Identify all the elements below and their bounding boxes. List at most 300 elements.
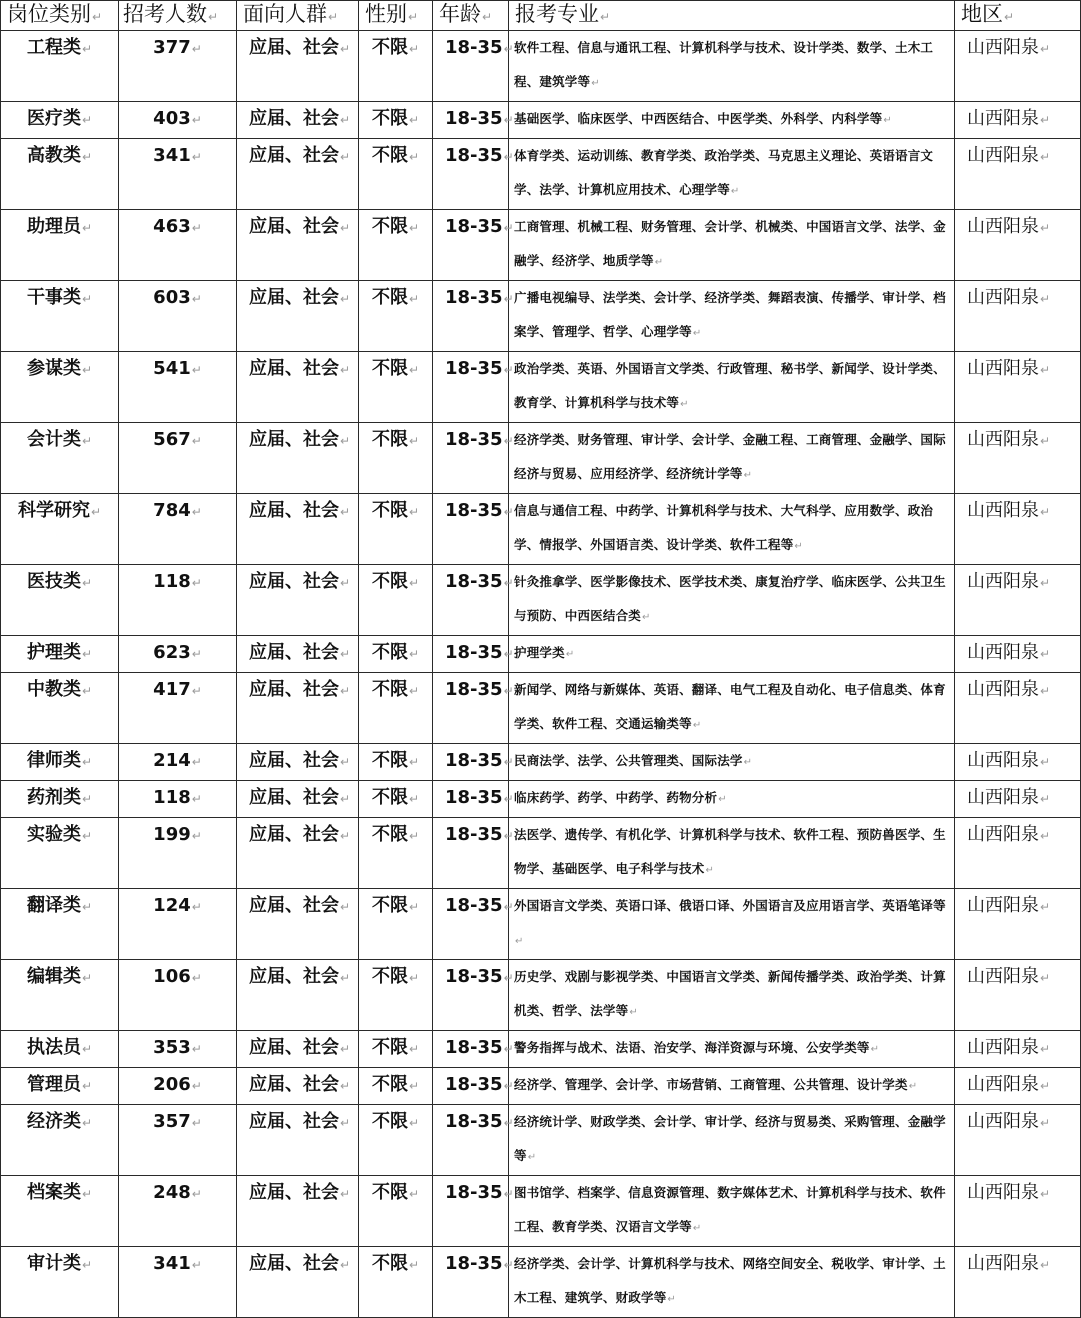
cell-age: [433, 1247, 514, 1318]
cell-audience: [237, 31, 359, 102]
cell-category-text: 高教类: [26, 145, 81, 166]
cell-majors: [509, 210, 955, 281]
cell-region: [955, 744, 1081, 781]
cell-majors-text: 工商管理、机械工程、财务管理、会计学、机械类、中国语言文学、法学、金融学、经济学、地质学等: [514, 219, 946, 268]
table-row: [1, 1031, 1081, 1068]
cell-category: [1, 210, 119, 281]
paragraph-mark: ↵: [503, 971, 514, 985]
cell-age-text: 18-35: [445, 571, 503, 592]
paragraph-mark: ↵: [191, 150, 202, 164]
cell-age: [433, 565, 514, 636]
cell-gender: [359, 423, 433, 494]
paragraph-mark: ↵: [1040, 1079, 1051, 1093]
cell-count-text: 199: [153, 824, 191, 845]
paragraph-mark: ↵: [340, 150, 351, 164]
cell-majors: [509, 818, 955, 889]
cell-majors: [509, 889, 955, 960]
paragraph-mark: ↵: [680, 399, 689, 410]
paragraph-mark: ↵: [408, 1187, 420, 1201]
paragraph-mark: ↵: [408, 42, 420, 56]
cell-age: [433, 102, 514, 139]
paragraph-mark: ↵: [191, 647, 202, 661]
cell-gender-text: 不限: [371, 750, 408, 771]
cell-category-text: 医疗类: [26, 108, 81, 129]
cell-region-text: 山西阳泉: [967, 108, 1039, 129]
cell-count-text: 118: [153, 787, 191, 808]
paragraph-mark: ↵: [908, 1081, 918, 1092]
paragraph-mark: ↵: [81, 755, 93, 769]
cell-age: [433, 818, 514, 889]
paragraph-mark: ↵: [81, 113, 93, 127]
cell-age: [433, 352, 514, 423]
paragraph-mark: ↵: [408, 1116, 420, 1130]
paragraph-mark: ↵: [1040, 971, 1051, 985]
table-row: [1, 139, 1081, 210]
table-row: [1, 1068, 1081, 1105]
cell-age-text: 18-35: [445, 787, 503, 808]
cell-majors: [509, 1247, 955, 1318]
cell-count: [119, 1176, 237, 1247]
cell-majors: [509, 960, 955, 1031]
cell-audience-text: 应届、社会: [249, 1253, 339, 1274]
paragraph-mark: ↵: [408, 1042, 420, 1056]
cell-count-text: 623: [153, 642, 191, 663]
header-audience: 面向人群↵: [237, 1, 359, 31]
cell-region: [955, 31, 1081, 102]
paragraph-mark: ↵: [1040, 363, 1051, 377]
cell-audience-text: 应届、社会: [249, 287, 339, 308]
cell-category: [1, 1031, 119, 1068]
header-age: 年龄↵: [433, 1, 509, 31]
cell-audience: [237, 673, 359, 744]
cell-region-text: 山西阳泉: [967, 429, 1039, 450]
table-body: [1, 31, 1081, 1318]
cell-age: [433, 1068, 514, 1105]
cell-age: [433, 673, 514, 744]
cell-gender-text: 不限: [371, 571, 408, 592]
cell-age-text: 18-35: [445, 287, 503, 308]
cell-count: [119, 210, 237, 281]
cell-audience-text: 应届、社会: [249, 966, 339, 987]
cell-age: [433, 1031, 514, 1068]
cell-category: [1, 1068, 119, 1105]
paragraph-mark: ↵: [1040, 576, 1051, 590]
paragraph-mark: ↵: [1040, 505, 1051, 519]
cell-gender-text: 不限: [371, 679, 408, 700]
cell-category: [1, 1247, 119, 1318]
cell-region-text: 山西阳泉: [967, 571, 1039, 592]
cell-audience: [237, 352, 359, 423]
cell-gender: [359, 744, 433, 781]
cell-region-text: 山西阳泉: [967, 1182, 1039, 1203]
paragraph-mark: ↵: [340, 1079, 351, 1093]
cell-majors-text: 体育学类、运动训练、教育学类、政治学类、马克思主义理论、英语语言文学、法学、计算机应用技术、心理学等: [514, 148, 934, 197]
paragraph-mark: ↵: [408, 150, 420, 164]
cell-gender: [359, 1247, 433, 1318]
cell-count: [119, 423, 237, 494]
cell-age-text: 18-35: [445, 895, 503, 916]
cell-category-text: 翻译类: [26, 895, 81, 916]
cell-region: [955, 1068, 1081, 1105]
cell-category: [1, 102, 119, 139]
paragraph-mark: ↵: [1040, 1187, 1051, 1201]
cell-audience: [237, 210, 359, 281]
paragraph-mark: ↵: [408, 755, 420, 769]
cell-count: [119, 818, 237, 889]
cell-majors-text: 经济学类、会计学、计算机科学与技术、网络空间安全、税收学、审计学、土木工程、建筑学、财政学等: [514, 1256, 946, 1305]
paragraph-mark: ↵: [743, 757, 753, 768]
cell-gender-text: 不限: [371, 1037, 408, 1058]
paragraph-mark: ↵: [340, 1042, 351, 1056]
cell-region-text: 山西阳泉: [967, 642, 1039, 663]
header-gender: 性别↵: [359, 1, 433, 31]
paragraph-mark: ↵: [191, 1187, 202, 1201]
cell-audience-text: 应届、社会: [249, 679, 339, 700]
cell-category-text: 审计类: [26, 1253, 81, 1274]
paragraph-mark: ↵: [81, 42, 93, 56]
cell-audience-text: 应届、社会: [249, 1182, 339, 1203]
paragraph-mark: ↵: [503, 1187, 514, 1201]
paragraph-mark: ↵: [642, 612, 651, 623]
paragraph-mark: ↵: [1040, 684, 1051, 698]
paragraph-mark: ↵: [408, 363, 420, 377]
cell-category: [1, 494, 119, 565]
cell-category-text: 药剂类: [26, 787, 81, 808]
cell-count: [119, 1105, 237, 1176]
paragraph-mark: ↵: [191, 434, 202, 448]
paragraph-mark: ↵: [503, 434, 514, 448]
cell-age: [433, 494, 514, 565]
cell-category: [1, 1176, 119, 1247]
cell-majors-text: 经济学、管理学、会计学、市场营销、工商管理、公共管理、设计学类: [514, 1077, 908, 1092]
paragraph-mark: ↵: [1040, 292, 1051, 306]
cell-region: [955, 210, 1081, 281]
paragraph-mark: ↵: [408, 113, 420, 127]
paragraph-mark: ↵: [408, 829, 420, 843]
paragraph-mark: ↵: [340, 363, 351, 377]
paragraph-mark: ↵: [191, 505, 202, 519]
cell-age: [433, 960, 514, 1031]
cell-majors: [509, 1031, 955, 1068]
paragraph-mark: ↵: [191, 113, 202, 127]
cell-age: [433, 423, 514, 494]
cell-age-text: 18-35: [445, 1253, 503, 1274]
table-row: [1, 281, 1081, 352]
cell-region-text: 山西阳泉: [967, 679, 1039, 700]
cell-majors: [509, 1105, 955, 1176]
paragraph-mark: ↵: [515, 936, 524, 947]
cell-age-text: 18-35: [445, 216, 503, 237]
cell-region-text: 山西阳泉: [967, 216, 1039, 237]
header-region: 地区↵: [955, 1, 1081, 31]
paragraph-mark: ↵: [340, 576, 351, 590]
cell-count: [119, 102, 237, 139]
paragraph-mark: ↵: [81, 434, 93, 448]
cell-age: [433, 139, 514, 210]
cell-gender-text: 不限: [371, 500, 408, 521]
cell-gender-text: 不限: [371, 145, 408, 166]
paragraph-mark: ↵: [81, 684, 93, 698]
paragraph-mark: ↵: [503, 42, 514, 56]
paragraph-mark: ↵: [408, 221, 420, 235]
cell-category-text: 干事类: [26, 287, 81, 308]
cell-category: [1, 565, 119, 636]
cell-gender-text: 不限: [371, 1253, 408, 1274]
paragraph-mark: ↵: [191, 755, 202, 769]
table-row: [1, 565, 1081, 636]
cell-gender-text: 不限: [371, 824, 408, 845]
paragraph-mark: ↵: [1040, 755, 1051, 769]
paragraph-mark: ↵: [340, 505, 351, 519]
cell-audience: [237, 1031, 359, 1068]
paragraph-mark: ↵: [408, 434, 420, 448]
cell-age-text: 18-35: [445, 37, 503, 58]
cell-age: [433, 744, 514, 781]
cell-audience-text: 应届、社会: [249, 1037, 339, 1058]
cell-gender: [359, 494, 433, 565]
cell-category-text: 中教类: [26, 679, 81, 700]
cell-count: [119, 636, 237, 673]
paragraph-mark: ↵: [1040, 150, 1051, 164]
paragraph-mark: ↵: [503, 900, 514, 914]
cell-gender: [359, 352, 433, 423]
cell-age-text: 18-35: [445, 824, 503, 845]
cell-region-text: 山西阳泉: [967, 1111, 1039, 1132]
cell-majors-text: 信息与通信工程、中药学、计算机科学与技术、大气科学、应用数学、政治学、情报学、外国语言类、设计学类、软件工程等: [514, 503, 934, 552]
table-row: [1, 818, 1081, 889]
paragraph-mark: ↵: [340, 971, 351, 985]
cell-region-text: 山西阳泉: [967, 1253, 1039, 1274]
paragraph-mark: ↵: [705, 865, 715, 876]
paragraph-mark: ↵: [340, 292, 351, 306]
cell-category: [1, 31, 119, 102]
paragraph-mark: ↵: [340, 755, 351, 769]
cell-gender: [359, 565, 433, 636]
cell-age-text: 18-35: [445, 679, 503, 700]
cell-majors-text: 临床药学、药学、中药学、药物分析: [514, 790, 718, 805]
cell-count-text: 353: [153, 1037, 191, 1058]
paragraph-mark: ↵: [1040, 792, 1051, 806]
cell-count: [119, 1247, 237, 1318]
cell-audience-text: 应届、社会: [249, 1074, 339, 1095]
cell-count: [119, 565, 237, 636]
cell-count: [119, 494, 237, 565]
paragraph-mark: ↵: [503, 221, 514, 235]
table-row: [1, 1176, 1081, 1247]
cell-age-text: 18-35: [445, 1111, 503, 1132]
paragraph-mark: ↵: [340, 684, 351, 698]
cell-gender: [359, 781, 433, 818]
paragraph-mark: ↵: [81, 363, 93, 377]
cell-majors-text: 经济学类、财务管理、审计学、会计学、金融工程、工商管理、金融学、国际经济与贸易、应用经济学、经济统计学等: [514, 432, 946, 481]
cell-region: [955, 1247, 1081, 1318]
cell-region-text: 山西阳泉: [967, 1037, 1039, 1058]
paragraph-mark: ↵: [503, 363, 514, 377]
table-row: [1, 31, 1081, 102]
paragraph-mark: ↵: [81, 1042, 93, 1056]
paragraph-mark: ↵: [408, 792, 420, 806]
cell-majors: [509, 1068, 955, 1105]
cell-gender-text: 不限: [371, 358, 408, 379]
paragraph-mark: ↵: [340, 113, 351, 127]
paragraph-mark: ↵: [503, 576, 514, 590]
cell-category-text: 档案类: [26, 1182, 81, 1203]
paragraph-mark: ↵: [191, 221, 202, 235]
cell-audience: [237, 818, 359, 889]
cell-category-text: 管理员: [26, 1074, 81, 1095]
cell-audience-text: 应届、社会: [249, 108, 339, 129]
cell-category-text: 护理类: [26, 642, 81, 663]
header-row: [1, 1, 1081, 31]
paragraph-mark: ↵: [191, 1116, 202, 1130]
cell-gender-text: 不限: [371, 1182, 408, 1203]
paragraph-mark: ↵: [1040, 113, 1051, 127]
paragraph-mark: ↵: [503, 113, 514, 127]
table-row: [1, 102, 1081, 139]
cell-gender: [359, 1176, 433, 1247]
paragraph-mark: ↵: [743, 470, 753, 481]
paragraph-mark: ↵: [408, 1258, 420, 1272]
cell-count-text: 124: [153, 895, 191, 916]
paragraph-mark: ↵: [1040, 1042, 1051, 1056]
paragraph-mark: ↵: [81, 829, 93, 843]
cell-count-text: 341: [153, 145, 191, 166]
paragraph-mark: ↵: [692, 720, 702, 731]
cell-majors: [509, 494, 955, 565]
cell-count-text: 541: [153, 358, 191, 379]
paragraph-mark: ↵: [81, 292, 93, 306]
cell-gender: [359, 210, 433, 281]
cell-region: [955, 673, 1081, 744]
cell-gender: [359, 960, 433, 1031]
paragraph-mark: ↵: [503, 647, 514, 661]
cell-count: [119, 1068, 237, 1105]
paragraph-mark: ↵: [81, 1258, 93, 1272]
cell-majors-text: 图书馆学、档案学、信息资源管理、数字媒体艺术、计算机科学与技术、软件工程、教育学类、汉语言文学等: [514, 1185, 946, 1234]
cell-audience: [237, 1105, 359, 1176]
paragraph-mark: ↵: [870, 1044, 880, 1055]
paragraph-mark: ↵: [191, 42, 202, 56]
paragraph-mark: ↵: [527, 1152, 537, 1163]
cell-majors-text: 外国语言文学类、英语口译、俄语口译、外国语言及应用语言学、英语笔译等: [514, 898, 946, 913]
cell-region-text: 山西阳泉: [967, 358, 1039, 379]
cell-category: [1, 818, 119, 889]
cell-majors-text: 新闻学、网络与新媒体、英语、翻译、电气工程及自动化、电子信息类、体育学类、软件工程、交通运输类等: [514, 682, 946, 731]
paragraph-mark: ↵: [503, 292, 514, 306]
cell-region: [955, 960, 1081, 1031]
paragraph-mark: ↵: [408, 1079, 420, 1093]
paragraph-mark: ↵: [1040, 900, 1051, 914]
cell-count-text: 357: [153, 1111, 191, 1132]
cell-count-text: 248: [153, 1182, 191, 1203]
cell-gender: [359, 673, 433, 744]
header-category: 岗位类别↵: [1, 1, 119, 31]
paragraph-mark: ↵: [340, 900, 351, 914]
cell-category: [1, 281, 119, 352]
paragraph-mark: ↵: [191, 971, 202, 985]
paragraph-mark: ↵: [191, 792, 202, 806]
cell-gender-text: 不限: [371, 895, 408, 916]
paragraph-mark: ↵: [81, 792, 93, 806]
cell-count: [119, 673, 237, 744]
cell-region: [955, 102, 1081, 139]
table-row: [1, 352, 1081, 423]
paragraph-mark: ↵: [408, 684, 420, 698]
cell-audience-text: 应届、社会: [249, 358, 339, 379]
cell-audience-text: 应届、社会: [249, 824, 339, 845]
cell-count-text: 403: [153, 108, 191, 129]
cell-audience-text: 应届、社会: [249, 787, 339, 808]
cell-audience: [237, 1247, 359, 1318]
paragraph-mark: ↵: [692, 1223, 702, 1234]
table-row: [1, 1247, 1081, 1318]
cell-audience: [237, 1068, 359, 1105]
cell-category: [1, 1105, 119, 1176]
paragraph-mark: ↵: [1040, 434, 1051, 448]
paragraph-mark: ↵: [340, 792, 351, 806]
paragraph-mark: ↵: [191, 829, 202, 843]
cell-audience-text: 应届、社会: [249, 750, 339, 771]
paragraph-mark: ↵: [1040, 42, 1051, 56]
paragraph-mark: ↵: [191, 363, 202, 377]
cell-age-text: 18-35: [445, 1074, 503, 1095]
paragraph-mark: ↵: [340, 829, 351, 843]
cell-count-text: 417: [153, 679, 191, 700]
table-row: [1, 960, 1081, 1031]
cell-majors-text: 历史学、戏剧与影视学类、中国语言文学类、新闻传播学类、政治学类、计算机类、哲学、法学等: [514, 969, 946, 1018]
paragraph-mark: ↵: [191, 1042, 202, 1056]
cell-region-text: 山西阳泉: [967, 966, 1039, 987]
cell-count: [119, 889, 237, 960]
cell-count-text: 106: [153, 966, 191, 987]
cell-category: [1, 423, 119, 494]
cell-category: [1, 889, 119, 960]
cell-age-text: 18-35: [445, 358, 503, 379]
cell-age: [433, 781, 514, 818]
cell-gender-text: 不限: [371, 429, 408, 450]
cell-category-text: 实验类: [26, 824, 81, 845]
cell-category-text: 医技类: [26, 571, 81, 592]
paragraph-mark: ↵: [340, 647, 351, 661]
cell-region: [955, 494, 1081, 565]
paragraph-mark: ↵: [503, 1042, 514, 1056]
table-row: [1, 889, 1081, 960]
paragraph-mark: ↵: [1040, 1116, 1051, 1130]
cell-age-text: 18-35: [445, 145, 503, 166]
cell-count: [119, 31, 237, 102]
cell-count-text: 603: [153, 287, 191, 308]
cell-region: [955, 818, 1081, 889]
cell-audience: [237, 494, 359, 565]
paragraph-mark: ↵: [191, 1258, 202, 1272]
cell-majors-text: 广播电视编导、法学类、会计学、经济学类、舞蹈表演、传播学、审计学、档案学、管理学、哲学、心理学等: [514, 290, 946, 339]
paragraph-mark: ↵: [191, 576, 202, 590]
paragraph-mark: ↵: [340, 434, 351, 448]
cell-region: [955, 636, 1081, 673]
cell-majors: [509, 636, 955, 673]
paragraph-mark: ↵: [503, 1079, 514, 1093]
cell-audience: [237, 565, 359, 636]
cell-age: [433, 636, 514, 673]
cell-majors-text: 基础医学、临床医学、中西医结合、中医学类、外科学、内科学等: [514, 111, 883, 126]
cell-count: [119, 1031, 237, 1068]
cell-region-text: 山西阳泉: [967, 1074, 1039, 1095]
paragraph-mark: ↵: [503, 684, 514, 698]
paragraph-mark: ↵: [408, 576, 420, 590]
cell-gender-text: 不限: [371, 966, 408, 987]
cell-age-text: 18-35: [445, 500, 503, 521]
cell-gender: [359, 281, 433, 352]
